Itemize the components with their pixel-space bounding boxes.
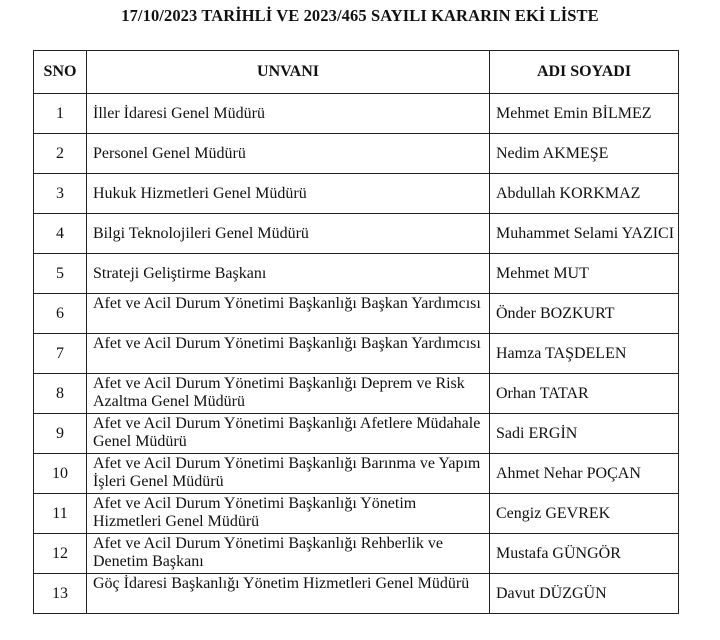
row-sno: 11 bbox=[34, 494, 87, 534]
row-title: Afet ve Acil Durum Yönetimi Başkanlığı Afetlere Müdahale Genel Müdürü bbox=[87, 414, 490, 454]
row-sno: 1 bbox=[34, 94, 87, 134]
row-sno: 8 bbox=[34, 374, 87, 414]
table-row bbox=[34, 374, 679, 414]
table-row bbox=[34, 174, 679, 214]
row-name: Davut DÜZGÜN bbox=[490, 574, 679, 614]
document-title: 17/10/2023 TARİHLİ VE 2023/465 SAYILI KARARIN EKİ LİSTE bbox=[121, 6, 599, 25]
row-title: Afet ve Acil Durum Yönetimi Başkanlığı Barınma ve Yapım İşleri Genel Müdürü bbox=[87, 454, 490, 494]
row-sno: 2 bbox=[34, 134, 87, 174]
row-title: Personel Genel Müdürü bbox=[87, 134, 490, 174]
row-title: Afet ve Acil Durum Yönetimi Başkanlığı Rehberlik ve Denetim Başkanı bbox=[87, 534, 490, 574]
header-unvani: UNVANI bbox=[87, 51, 490, 94]
row-name: Ahmet Nehar POÇAN bbox=[490, 454, 679, 494]
table-row bbox=[34, 214, 679, 254]
table-row bbox=[34, 414, 679, 454]
row-name: Muhammet Selami YAZICI bbox=[490, 214, 679, 254]
row-sno: 6 bbox=[34, 294, 87, 334]
row-title: Afet ve Acil Durum Yönetimi Başkanlığı Yönetim Hizmetleri Genel Müdürü bbox=[87, 494, 490, 534]
row-title: Hukuk Hizmetleri Genel Müdürü bbox=[87, 174, 490, 214]
table-row bbox=[34, 94, 679, 134]
row-name: Mustafa GÜNGÖR bbox=[490, 534, 679, 574]
row-name: Önder BOZKURT bbox=[490, 294, 679, 334]
row-name: Hamza TAŞDELEN bbox=[490, 334, 679, 374]
table-row bbox=[34, 334, 679, 374]
table-row bbox=[34, 134, 679, 174]
row-sno: 4 bbox=[34, 214, 87, 254]
row-sno: 3 bbox=[34, 174, 87, 214]
row-title: Afet ve Acil Durum Yönetimi Başkanlığı Başkan Yardımcısı bbox=[87, 334, 490, 374]
row-sno: 10 bbox=[34, 454, 87, 494]
row-name: Orhan TATAR bbox=[490, 374, 679, 414]
row-sno: 12 bbox=[34, 534, 87, 574]
table-row bbox=[34, 294, 679, 334]
row-title: Bilgi Teknolojileri Genel Müdürü bbox=[87, 214, 490, 254]
table-row bbox=[34, 574, 679, 614]
header-sno: SNO bbox=[34, 51, 87, 94]
appointment-list-table bbox=[33, 50, 679, 614]
row-title: Göç İdaresi Başkanlığı Yönetim Hizmetleri Genel Müdürü bbox=[87, 574, 490, 614]
row-sno: 9 bbox=[34, 414, 87, 454]
row-name: Sadi ERGİN bbox=[490, 414, 679, 454]
row-title: Strateji Geliştirme Başkanı bbox=[87, 254, 490, 294]
row-name: Cengiz GEVREK bbox=[490, 494, 679, 534]
table-row bbox=[34, 534, 679, 574]
row-title: Afet ve Acil Durum Yönetimi Başkanlığı Başkan Yardımcısı bbox=[87, 294, 490, 334]
table-row bbox=[34, 494, 679, 534]
table-header-row bbox=[34, 51, 679, 94]
row-sno: 7 bbox=[34, 334, 87, 374]
row-name: Mehmet MUT bbox=[490, 254, 679, 294]
row-sno: 13 bbox=[34, 574, 87, 614]
row-title: İller İdaresi Genel Müdürü bbox=[87, 94, 490, 134]
row-sno: 5 bbox=[34, 254, 87, 294]
header-adi-soyadi: ADI SOYADI bbox=[490, 51, 679, 94]
row-name: Mehmet Emin BİLMEZ bbox=[490, 94, 679, 134]
row-name: Nedim AKMEŞE bbox=[490, 134, 679, 174]
table-row bbox=[34, 254, 679, 294]
row-title: Afet ve Acil Durum Yönetimi Başkanlığı Deprem ve Risk Azaltma Genel Müdürü bbox=[87, 374, 490, 414]
table-row bbox=[34, 454, 679, 494]
row-name: Abdullah KORKMAZ bbox=[490, 174, 679, 214]
